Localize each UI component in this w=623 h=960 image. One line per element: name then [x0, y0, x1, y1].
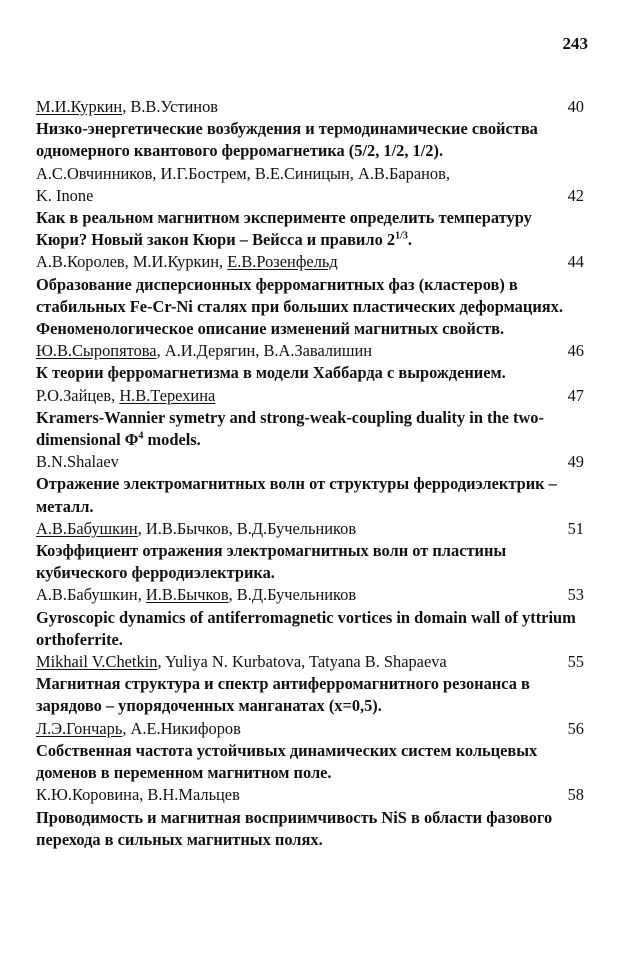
- entry-authors-line: [36, 718, 584, 740]
- presenting-author: И.В.Бычков: [145, 585, 229, 605]
- entry-title: Отражение электромагнитных волн от структуры ферродиэлектрик – металл.: [36, 474, 557, 516]
- entry-page-number: 46: [567, 341, 584, 361]
- entry-title: Магнитная структура и спектр антиферромагнитного резонанса в зарядово – упорядоченных манганатах (x=0,5).: [36, 674, 530, 716]
- entry-authors-line: [36, 451, 584, 473]
- entry-authors-line: [36, 185, 584, 207]
- entry-authors-line: [36, 518, 584, 540]
- presenting-author: М.И.Куркин: [36, 97, 123, 116]
- presenting-author: Е.В.Розенфельд: [227, 252, 338, 272]
- entry-authors: Ю.В.Сыропятова, А.И.Дерягин, В.А.Завалишин: [36, 341, 372, 361]
- title-superscript: 4: [138, 430, 144, 442]
- entry-page-number: 51: [567, 518, 584, 538]
- entry-title: Gyroscopic dynamics of antiferromagnetic vortices in domain wall of yttrium orthoferrite.: [36, 607, 576, 649]
- entry-authors-line: [36, 340, 584, 362]
- presenting-author: А.В.Бабушкин: [36, 518, 138, 538]
- entry-authors-line: [36, 584, 584, 606]
- entry-title: Как в реальном магнитном эксперименте определить температуру Кюри? Новый закон Кюри – Вейсса и правило $2^{1/3}$.: [36, 208, 532, 250]
- toc-entry: [36, 251, 584, 340]
- entry-authors-line: [36, 163, 584, 185]
- presenting-author: Mikhail V.Chetkin: [36, 652, 158, 672]
- entry-authors-line: [36, 784, 584, 806]
- entry-page-number: 44: [567, 252, 584, 272]
- entry-title: Образование дисперсионных ферромагнитных фаз (кластеров) в стабильных Fe-Cr-Ni сталях при больших пластических деформациях. Феноменологическое описание изменений магнитных свойств.: [36, 274, 563, 339]
- table-of-contents: [36, 96, 584, 851]
- entry-authors-line: [36, 385, 584, 407]
- toc-entry: [36, 784, 584, 851]
- entry-authors-continued: K. Inone: [36, 185, 94, 205]
- entry-authors: А.С.Овчинников, И.Г.Бострем, В.Е.Синицын, А.В.Баранов,: [36, 163, 450, 183]
- toc-entry: [36, 651, 584, 718]
- entry-title: К теории ферромагнетизма в модели Хаббарда с вырождением.: [36, 363, 506, 383]
- entry-title: Низко-энергетические возбуждения и термодинамические свойства одномерного квантового ферромагнетика (5/2, 1/2, 1/2).: [36, 119, 538, 161]
- presenting-author: Ю.В.Сыропятова: [36, 341, 157, 361]
- presenting-author: Л.Э.Гончарь: [36, 718, 123, 738]
- entry-authors-line: [36, 96, 584, 118]
- entry-authors: B.N.Shalaev: [36, 452, 119, 472]
- entry-title: Собственная частота устойчивых динамических систем кольцевых доменов в переменном магнитном поле.: [36, 740, 538, 783]
- entry-authors: М.И.Куркин, В.В.Устинов: [36, 97, 219, 116]
- toc-entry: [36, 451, 584, 518]
- page-number: 243: [562, 34, 588, 53]
- entry-page-number: 56: [567, 718, 584, 738]
- entry-authors: Л.Э.Гончарь, А.Е.Никифоров: [36, 718, 241, 738]
- toc-entry: [36, 385, 584, 452]
- toc-entry: [36, 584, 584, 651]
- entry-authors: А.В.Бабушкин, И.В.Бычков, В.Д.Бучельников: [36, 585, 357, 605]
- entry-page-number: 47: [567, 385, 584, 405]
- toc-entry: [36, 718, 584, 785]
- toc-entry: [36, 518, 584, 585]
- entry-page-number: 42: [567, 185, 584, 205]
- entry-authors: А.В.Королев, М.И.Куркин, Е.В.Розенфельд: [36, 252, 338, 272]
- entry-page-number: 40: [567, 97, 584, 116]
- entry-authors-line: [36, 651, 584, 673]
- entry-title: Kramers-Wannier symetry and strong-weak-coupling duality in the two-dimensional $\Phi^4$ models.: [36, 407, 544, 450]
- toc-entry: [36, 340, 584, 384]
- entry-authors-line: [36, 251, 584, 273]
- presenting-author: Н.В.Терехина: [119, 385, 216, 405]
- entry-page-number: 49: [567, 452, 584, 472]
- toc-entry: [36, 163, 584, 252]
- entry-authors: А.В.Бабушкин, И.В.Бычков, В.Д.Бучельников: [36, 518, 357, 538]
- entry-page-number: 53: [567, 585, 584, 605]
- title-superscript: 1/3: [395, 230, 408, 242]
- entry-authors: К.Ю.Коровина, В.Н.Мальцев: [36, 785, 240, 805]
- entry-authors: Mikhail V.Chetkin, Yuliya N. Kurbatova, Tatyana B. Shapaeva: [36, 652, 447, 672]
- entry-page-number: 58: [567, 785, 584, 805]
- entry-page-number: 55: [567, 652, 584, 672]
- entry-title: Коэффициент отражения электромагнитных волн от пластины кубического ферродиэлектрика.: [36, 541, 507, 583]
- entry-authors: Р.О.Зайцев, Н.В.Терехина: [36, 385, 216, 405]
- entry-title: Проводимость и магнитная восприимчивость NiS в области фазового перехода в сильных магнитных полях.: [36, 807, 553, 849]
- toc-entry: [36, 96, 584, 163]
